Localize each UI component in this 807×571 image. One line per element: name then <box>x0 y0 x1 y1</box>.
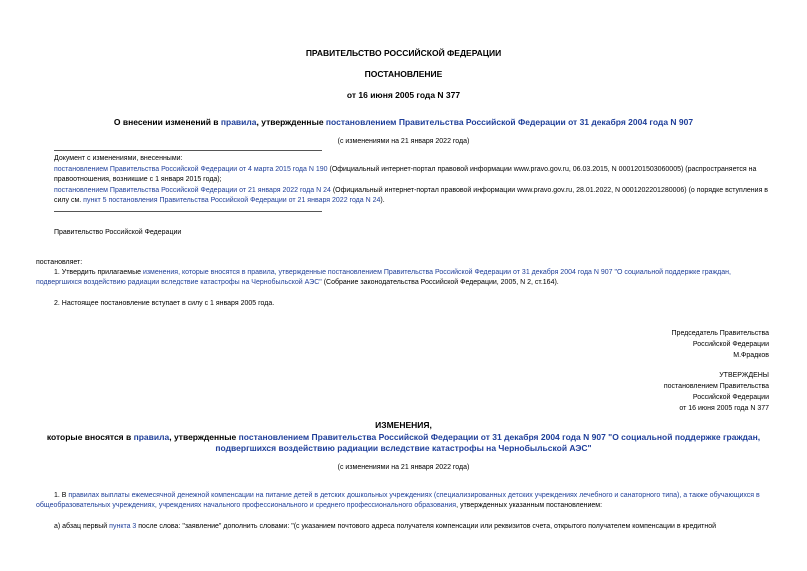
divider-top <box>54 150 322 151</box>
divider-bottom <box>54 211 322 212</box>
signature-line-1: Председатель Правительства <box>671 330 769 337</box>
header-date: от 16 июня 2005 года N 377 <box>346 90 461 100</box>
paragraph-1-link[interactable]: изменения, которые вносятся в правила, утвержденные постановлением Правительства Российской Федерации от 31 декабря 2004 года N 907 "О социальной поддержке граждан, подвергшихся воздействию радиации вследствие катастрофы на Чернобыльской АЭС" <box>36 269 731 286</box>
changes-heading: Документ с изменениями, внесенными: <box>54 155 183 162</box>
changes-item-2-link-point[interactable]: пункт 5 постановления Правительства Российской Федерации от 21 января 2022 года N 24 <box>83 197 381 204</box>
signature-line-2: Российской Федерации <box>692 341 769 348</box>
changes-item-2 <box>54 186 769 206</box>
changes-subtitle-link-decree[interactable]: постановлением Правительства Российской Федерации от 31 декабря 2004 года N 907 "О социальной поддержке граждан, подвергшихся воздействию радиации вследствие катастрофы на Чернобыльской АЭС" <box>215 432 761 453</box>
changes-paragraph-1 <box>36 491 769 511</box>
changes-subtitle <box>40 432 767 454</box>
changes-block <box>54 154 769 206</box>
changes-subparagraph-a-pre: а) абзац первый <box>54 523 110 530</box>
changes-amended-note: (с изменениями на 21 января 2022 года) <box>337 464 470 471</box>
changes-item-2-link[interactable]: постановлением Правительства Российской Федерации от 21 января 2022 года N 24 <box>54 187 331 194</box>
paragraph-1-pre: 1. Утвердить прилагаемые <box>54 269 143 276</box>
approved-block <box>664 370 769 414</box>
title-mid: , утвержденные <box>256 117 326 127</box>
title-pre: О внесении изменений в <box>113 117 221 127</box>
title-link-decree[interactable]: постановлением Правительства Российской Федерации от 31 декабря 2004 года N 907 <box>325 117 694 127</box>
changes-paragraph-1-pre: 1. В <box>54 492 69 499</box>
title-link-rules[interactable]: правила <box>220 117 257 127</box>
header-government: ПРАВИТЕЛЬСТВО РОССИЙСКОЙ ФЕДЕРАЦИИ <box>305 48 502 58</box>
paragraph-1 <box>36 268 769 288</box>
changes-subtitle-link-rules[interactable]: правила <box>133 432 170 442</box>
changes-subtitle-mid: , утвержденные <box>169 432 239 442</box>
paragraph-1-end: (Собрание законодательства Российской Федерации, 2005, N 2, ст.164). <box>321 279 559 286</box>
changes-paragraph-1-end: , утвержденных указанным постановлением: <box>456 502 603 509</box>
approved-line-3: Российской Федерации <box>692 394 769 401</box>
changes-title: ИЗМЕНЕНИЯ, <box>375 420 432 430</box>
document-title <box>0 117 807 127</box>
government-line: Правительство Российской Федерации <box>54 229 182 236</box>
changes-item-1 <box>54 165 769 185</box>
changes-item-1-text: (Официальный интернет-портал правовой информации www.pravo.gov.ru, 06.03.2015, N 0001201503060005) (распространяется на правоотношения, возникшие с 1 января 2015 года); <box>54 166 757 183</box>
paragraph-2: 2. Настоящее постановление вступает в силу с 1 января 2005 года. <box>54 300 275 307</box>
changes-subparagraph-a-end: после слова: "заявление" дополнить словами: "(с указанием почтового адреса получателя компенсации или реквизитов счета, открытого получателем компенсации в кредитной <box>136 523 717 530</box>
changes-subparagraph-a-link[interactable]: пункта 3 <box>109 523 137 530</box>
signature-line-3: М.Фрадков <box>733 352 769 359</box>
signature-block <box>672 328 769 361</box>
changes-subtitle-pre: которые вносятся в <box>46 432 134 442</box>
changes-subparagraph-a <box>36 522 769 532</box>
changes-item-2-end: ). <box>380 197 385 204</box>
approved-line-4: от 16 июня 2005 года N 377 <box>679 405 769 412</box>
changes-paragraph-1-link[interactable]: правилах выплаты ежемесячной денежной компенсации на питание детей в детских дошкольных учреждениях (специализированных детских учреждениях лечебного и санаторного типа), а также обучающихся в общеобразовательных учреждениях, учреждениях начального профессионального и среднего профессионального образования <box>36 492 760 509</box>
changes-item-2-text: (Официальный интернет-портал правовой информации www.pravo.gov.ru, 28.01.2022, N 0001202201280006) (о порядке вступления в силу см. <box>54 187 769 204</box>
header-doctype: ПОСТАНОВЛЕНИЕ <box>364 69 443 79</box>
decides-line: постановляет: <box>36 259 83 266</box>
approved-line-1: УТВЕРЖДЕНЫ <box>719 372 769 379</box>
amended-note: (с изменениями на 21 января 2022 года) <box>337 138 470 145</box>
changes-item-1-link[interactable]: постановлением Правительства Российской Федерации от 4 марта 2015 года N 190 <box>54 166 328 173</box>
approved-line-2: постановлением Правительства <box>663 383 769 390</box>
